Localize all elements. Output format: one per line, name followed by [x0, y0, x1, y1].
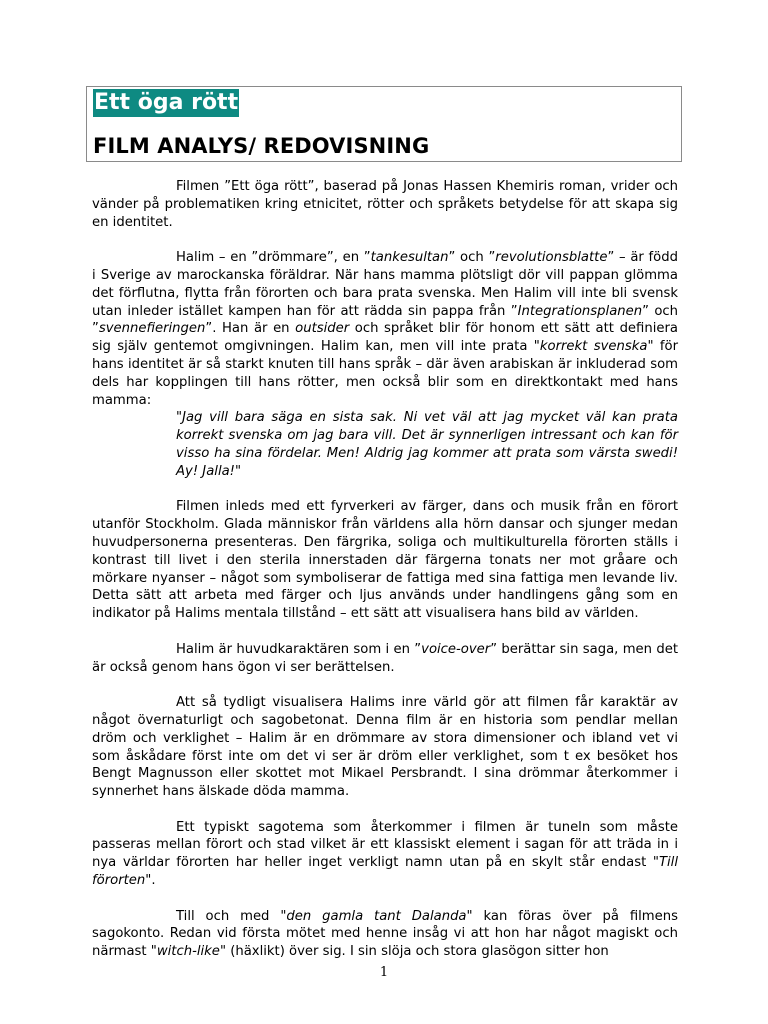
text-span: " kan föras över på filmens sagokonto. Redan vid första mötet med henne insåg vi att hon har något magiskt och närmast "	[92, 908, 678, 960]
paragraph-1: Filmen ”Ett öga rött”, baserad på Jonas Hassen Khemiris roman, vrider och vänder på problematiken kring etnicitet, rötter och språkets betydelse för att skapa sig en identitet.	[92, 179, 678, 230]
quote-block: "Jag vill bara säga en sista sak. Ni vet väl att jag mycket väl kan prata korrekt svenska om jag bara vill. Det är synnerligen intressant och kan för visso ha sina fördelar. Men! Aldrig jag kommer att prata som värsta swedi! Ay! Jalla!"	[176, 410, 678, 479]
text-span: Till och med "	[176, 908, 287, 924]
italic-span: svennefieringen	[98, 321, 206, 337]
document-body	[92, 178, 678, 979]
text-span: ” berättar sin saga, men det är också genom hans ögon vi ser berättelsen.	[92, 641, 678, 675]
paragraph-2	[92, 249, 678, 480]
italic-span: tankesultan	[370, 250, 449, 266]
italic-span: den gamla tant Dalanda	[286, 908, 467, 924]
title-box	[86, 86, 682, 162]
text-span: ” – är född i Sverige av marockanska föräldrar. När hans mamma plötsligt dör vill pappan glömma det förflutna, flytta från förorten och bara prata svenska. Men Halim vill inte bli svensk utan inleder istället kampen han för att rädda sin pappa från ”	[92, 250, 678, 319]
document-title: Ett öga rött	[94, 90, 239, 115]
text-span: Ett typiskt sagotema som återkommer i filmen är tuneln som måste passeras mellan förort och stad vilket är ett klassiskt element i sagan för att träda in i nya världar förorten har heller inget verkligt namn utan på en skylt står endast "	[92, 819, 678, 871]
paragraph-3: Filmen inleds med ett fyrverkeri av färger, dans och musik från en förort utanför Stockholm. Glada människor från världens alla hörn dansar och sjunger medan huvudpersonerna presenteras. Den färgrika, soliga och multikulturella förorten ställs i kontrast till livet i den sterila innerstaden där färgerna tonats ner mot gråare och mörkare nyanser – något som symboliserar de fattiga med sina fattiga men levande liv. Detta sätt att arbeta med färger och ljus används under handlingens gång som en indikator på Halims mentala tillstånd – ett sätt att visualisera hans bild av världen.	[92, 499, 678, 622]
text-span: ” och ”	[448, 250, 496, 266]
italic-span: revolutionsblatte	[495, 250, 608, 266]
paragraph-6	[92, 819, 678, 890]
text-span: " för hans identitet är så starkt knuten till hans språk – där även arabiskan är inkluderad som dels har kopplingen till hans rötter, men också blir som en direktkontakt med hans mamma:	[92, 339, 679, 408]
text-span: Halim – en ”drömmare”, en ”	[176, 250, 371, 266]
italic-span: korrekt svenska	[539, 339, 648, 355]
page-number: 1	[379, 965, 389, 980]
text-span: och språket blir för honom ett sätt att definiera sig själv gentemot omgivningen. Halim kan, men vill inte prata "	[92, 321, 678, 355]
italic-span: witch-like	[156, 944, 220, 960]
text-span: Halim är huvudkaraktären som i en ”	[176, 641, 422, 657]
text-span: ".	[145, 873, 156, 889]
text-span: ” och ”	[92, 303, 678, 337]
document-subtitle: FILM ANALYS/ REDOVISNING	[93, 134, 430, 158]
italic-span: voice-over	[421, 641, 491, 657]
paragraph-7	[92, 908, 678, 961]
paragraph-5: Att så tydligt visualisera Halims inre värld gör att filmen får karaktär av något övernaturligt och sagobetonat. Denna film är en historia som pendlar mellan dröm och verklighet – Halim är en drömmare av stora dimensioner och ibland vet vi som åskådare först inte om det vi ser är dröm eller verklighet, som t ex besöket hos Bengt Magnusson eller skottet mot Mikael Persbrandt. I sina drömmar återkommer i synnerhet hans älskade döda mamma.	[92, 695, 678, 800]
text-span: " (häxlikt) över sig. I sin slöja och stora glasögon sitter hon	[219, 944, 609, 960]
italic-span: outsider	[295, 321, 350, 337]
italic-span: Integrationsplanen	[517, 303, 643, 319]
text-span: ”. Han är en	[205, 321, 296, 337]
italic-span: Till förorten	[92, 855, 678, 889]
paragraph-4	[92, 641, 678, 677]
